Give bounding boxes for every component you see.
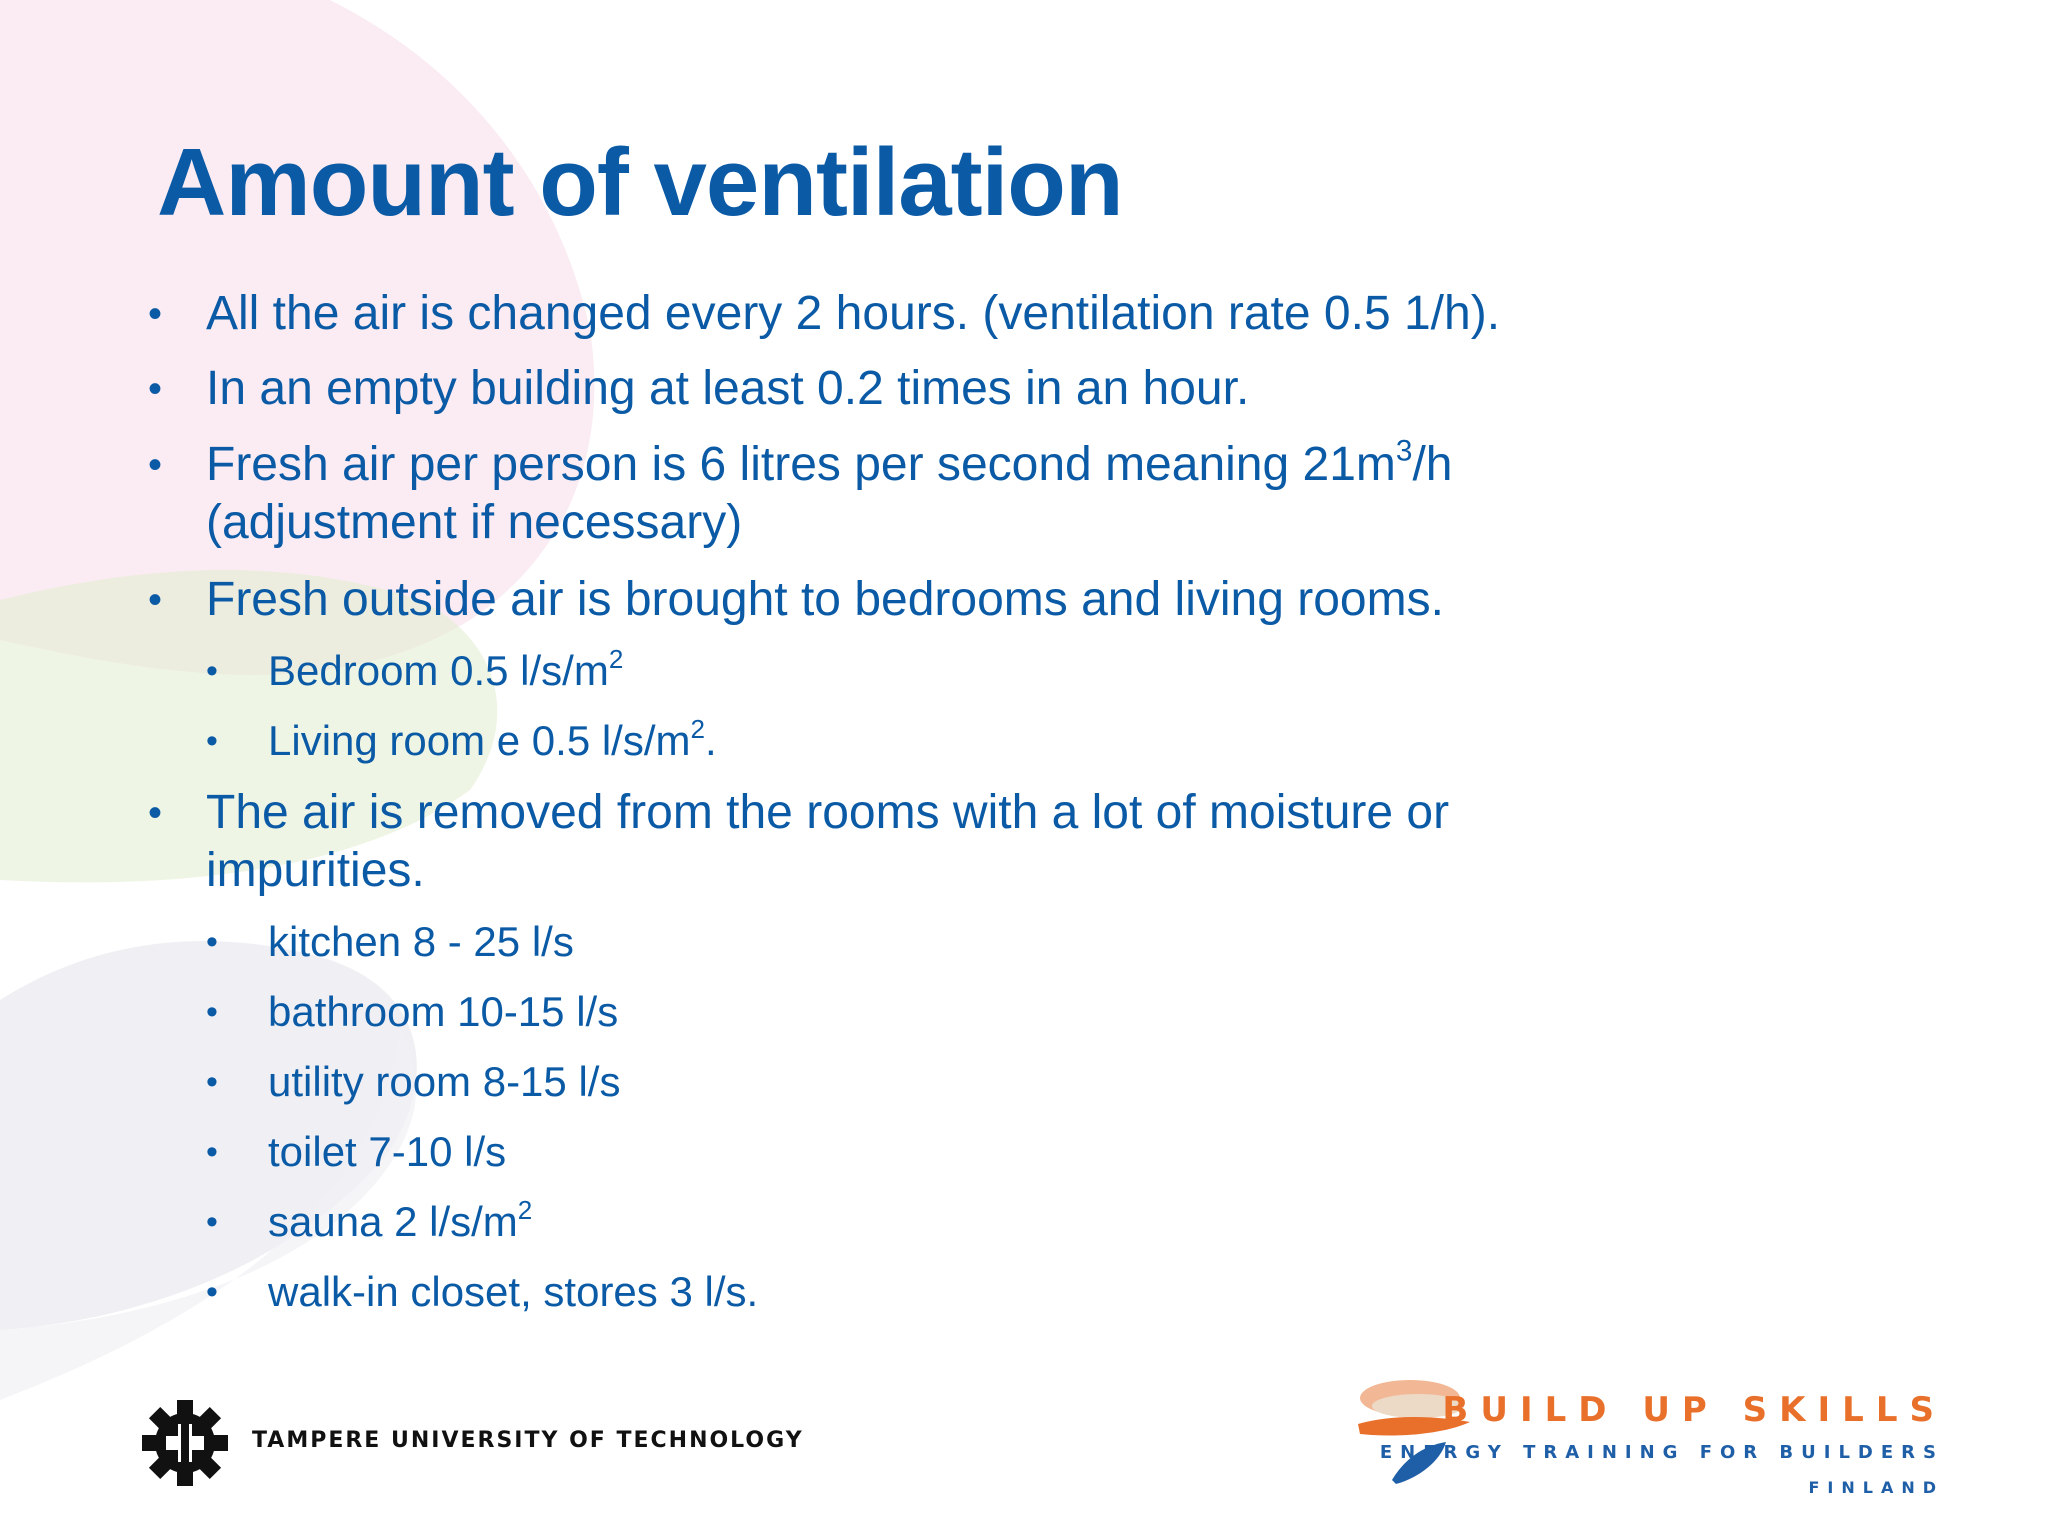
sub-list-item — [206, 1195, 533, 1247]
sub-list-item — [206, 714, 717, 766]
build-up-skills-subtitle: ENERGY TRAINING FOR BUILDERS — [1379, 1442, 1944, 1463]
sub-list-item-text: Bedroom 0.5 l/s/m — [268, 647, 609, 694]
bullet-dot: • — [148, 367, 163, 411]
list-item — [148, 571, 1444, 629]
list-item — [148, 434, 1453, 494]
bullet-dot: • — [206, 1273, 218, 1311]
list-item-text-line2: (adjustment if necessary) — [206, 496, 743, 549]
bullet-dot: • — [206, 923, 218, 961]
list-item — [148, 360, 1250, 418]
university-name: TAMPERE UNIVERSITY OF TECHNOLOGY — [252, 1428, 804, 1453]
sub-list-item-text: sauna 2 l/s/m — [268, 1198, 518, 1245]
superscript: 3 — [1395, 434, 1413, 468]
bullet-dot: • — [206, 1203, 218, 1241]
superscript: 2 — [608, 644, 624, 675]
list-item-continuation — [206, 842, 425, 900]
list-item-text-line2: impurities. — [206, 844, 425, 897]
bullet-dot: • — [148, 443, 163, 487]
sub-list-item — [206, 644, 624, 696]
sub-list-item-text: utility room 8-15 l/s — [268, 1058, 621, 1105]
bullet-dot: • — [206, 993, 218, 1031]
list-item-text: The air is removed from the rooms with a lot of moisture or — [206, 786, 1450, 839]
list-item-text: All the air is changed every 2 hours. (ventilation rate 0.5 1/h). — [206, 287, 1501, 340]
list-item-text-after: /h — [1412, 438, 1453, 491]
sub-list-item — [206, 1127, 507, 1177]
superscript: 2 — [517, 1195, 533, 1226]
sub-list-item-text: Living room e 0.5 l/s/m — [268, 717, 691, 764]
sub-list-item — [206, 917, 574, 967]
list-item-continuation — [206, 494, 742, 552]
bullet-dot: • — [206, 1063, 218, 1101]
sub-list-item — [206, 1267, 759, 1317]
bullet-dot: • — [148, 791, 163, 835]
bullet-dot: • — [206, 722, 218, 760]
bullet-dot: • — [148, 292, 163, 336]
sub-list-item-text: kitchen 8 - 25 l/s — [268, 918, 574, 965]
sub-list-item — [206, 987, 619, 1037]
sub-list-item-text: walk-in closet, stores 3 l/s. — [268, 1268, 759, 1315]
list-item-text: Fresh air per person is 6 litres per second meaning 21m — [206, 438, 1396, 491]
build-up-skills-title: BUILD UP SKILLS — [1442, 1390, 1946, 1430]
list-item-text: In an empty building at least 0.2 times in an hour. — [206, 362, 1250, 415]
sub-list-item-text-after: . — [705, 717, 717, 764]
superscript: 2 — [690, 714, 705, 745]
bullet-dot: • — [148, 578, 163, 622]
slide-title: Amount of ventilation — [157, 129, 1123, 236]
list-item-text: Fresh outside air is brought to bedrooms and living rooms. — [206, 573, 1444, 626]
list-item — [148, 784, 1450, 842]
sub-list-item-text: toilet 7-10 l/s — [268, 1128, 507, 1175]
build-up-skills-country: FINLAND — [1808, 1478, 1944, 1497]
sub-list-item — [206, 1057, 621, 1107]
list-item — [148, 285, 1501, 343]
sub-list-item-text: bathroom 10-15 l/s — [268, 988, 619, 1035]
bullet-dot: • — [206, 1133, 218, 1171]
gear-icon — [140, 1398, 230, 1488]
bullet-dot: • — [206, 652, 218, 690]
